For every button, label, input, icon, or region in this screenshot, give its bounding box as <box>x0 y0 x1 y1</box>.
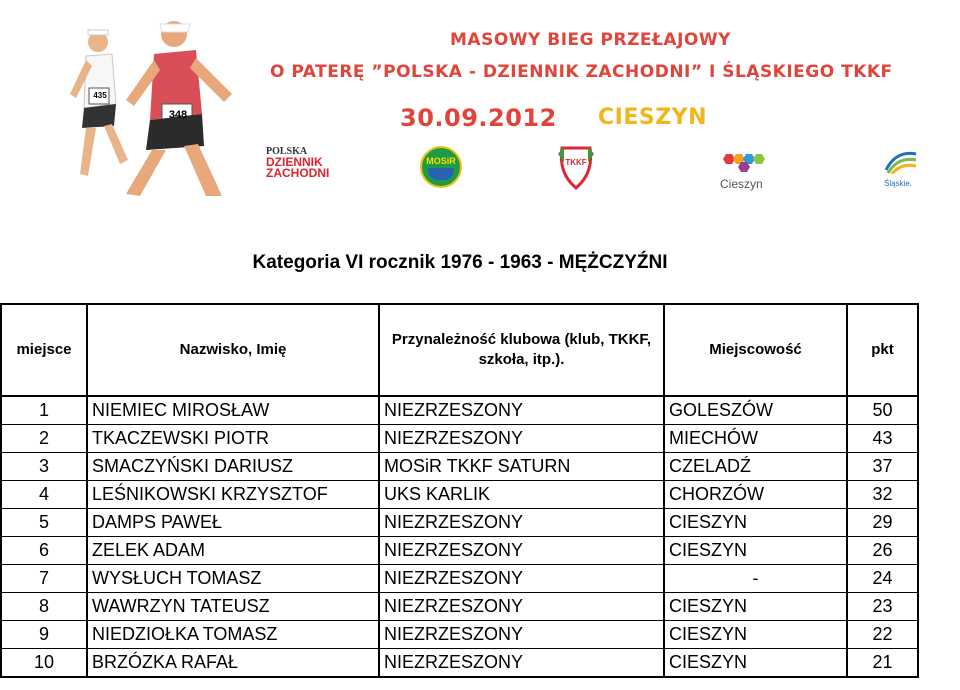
table-row <box>1 621 918 649</box>
cell-city: CIESZYN <box>664 621 847 649</box>
tkkf-emblem-icon <box>556 142 596 192</box>
table-header-row <box>1 304 918 396</box>
event-banner <box>56 4 960 196</box>
cell-name: WAWRZYN TATEUSZ <box>87 593 379 621</box>
slaskie-wave-icon <box>884 150 918 174</box>
cell-place: 1 <box>1 396 87 425</box>
mosir-logo-wave <box>428 168 454 180</box>
cell-points: 43 <box>847 425 918 453</box>
cell-name: WYSŁUCH TOMASZ <box>87 565 379 593</box>
runner-bib-back: 435 <box>93 91 107 100</box>
cell-place: 2 <box>1 425 87 453</box>
cell-place: 6 <box>1 537 87 565</box>
cell-place: 9 <box>1 621 87 649</box>
cell-name: SMACZYŃSKI DARIUSZ <box>87 453 379 481</box>
slaskie-logo <box>884 150 940 188</box>
cieszyn-logo <box>720 152 780 191</box>
cell-points: 26 <box>847 537 918 565</box>
cieszyn-hexagons-icon <box>720 152 768 172</box>
cell-name: TKACZEWSKI PIOTR <box>87 425 379 453</box>
cell-city: CHORZÓW <box>664 481 847 509</box>
cell-place: 3 <box>1 453 87 481</box>
table-row <box>1 537 918 565</box>
cell-club: NIEZRZESZONY <box>379 593 664 621</box>
polska-logo-line2: DZIENNIK <box>266 155 323 169</box>
event-city: CIESZYN <box>598 105 707 130</box>
table-row <box>1 649 918 678</box>
cell-city: CIESZYN <box>664 593 847 621</box>
header-name: Nazwisko, Imię <box>87 304 379 396</box>
tkkf-logo <box>556 142 596 192</box>
cell-name: LEŚNIKOWSKI KRZYSZTOF <box>87 481 379 509</box>
cell-points: 22 <box>847 621 918 649</box>
cell-place: 4 <box>1 481 87 509</box>
header-city: Miejscowość <box>664 304 847 396</box>
mosir-logo-text: MOSiR <box>426 156 456 166</box>
cell-city: MIECHÓW <box>664 425 847 453</box>
tkkf-logo-text: TKKF <box>565 158 587 167</box>
header-place: miejsce <box>1 304 87 396</box>
table-row <box>1 565 918 593</box>
cell-city: CIESZYN <box>664 537 847 565</box>
results-table <box>0 303 919 678</box>
cell-points: 37 <box>847 453 918 481</box>
event-title-line1: MASOWY BIEG PRZEŁAJOWY <box>450 30 731 50</box>
table-row <box>1 593 918 621</box>
table-row <box>1 509 918 537</box>
cell-points: 23 <box>847 593 918 621</box>
event-date: 30.09.2012 <box>400 104 557 132</box>
cieszyn-logo-text: Cieszyn <box>720 177 763 191</box>
runners-illustration <box>56 4 256 196</box>
slaskie-logo-text: Śląskie. <box>884 179 913 188</box>
polska-dziennik-zachodni-logo <box>266 146 342 179</box>
category-heading: Kategoria VI rocznik 1976 - 1963 - MĘŻCZYŹNI <box>252 252 668 273</box>
cell-city: CIESZYN <box>664 649 847 678</box>
table-row <box>1 396 918 425</box>
cell-name: BRZÓZKA RAFAŁ <box>87 649 379 678</box>
polska-logo-line1: POLSKA <box>266 146 308 157</box>
runner-bib-front: 348 <box>168 109 188 121</box>
polska-logo-line3: ZACHODNI <box>266 166 330 180</box>
header-club: Przynależność klubowa (klub, TKKF, szkoła, itp.). <box>379 304 664 396</box>
cell-points: 21 <box>847 649 918 678</box>
cell-city: CZELADŹ <box>664 453 847 481</box>
cell-points: 24 <box>847 565 918 593</box>
cell-place: 10 <box>1 649 87 678</box>
cell-name: NIEMIEC MIROSŁAW <box>87 396 379 425</box>
cell-points: 32 <box>847 481 918 509</box>
cell-city: GOLESZÓW <box>664 396 847 425</box>
mosir-logo <box>420 146 462 188</box>
cell-points: 29 <box>847 509 918 537</box>
table-row <box>1 481 918 509</box>
cell-club: NIEZRZESZONY <box>379 537 664 565</box>
cell-city: - <box>664 565 847 593</box>
cell-club: NIEZRZESZONY <box>379 509 664 537</box>
cell-club: NIEZRZESZONY <box>379 621 664 649</box>
event-title-line2: O PATERĘ ”POLSKA - DZIENNIK ZACHODNI” I ŚLĄSKIEGO TKKF <box>270 62 893 82</box>
cell-name: ZELEK ADAM <box>87 537 379 565</box>
cell-points: 50 <box>847 396 918 425</box>
cell-place: 7 <box>1 565 87 593</box>
cell-name: NIEDZIOŁKA TOMASZ <box>87 621 379 649</box>
cell-club: NIEZRZESZONY <box>379 396 664 425</box>
cell-club: MOSiR TKKF SATURN <box>379 453 664 481</box>
cell-club: NIEZRZESZONY <box>379 425 664 453</box>
header-points: pkt <box>847 304 918 396</box>
cell-name: DAMPS PAWEŁ <box>87 509 379 537</box>
cell-club: UKS KARLIK <box>379 481 664 509</box>
cell-place: 8 <box>1 593 87 621</box>
table-row <box>1 453 918 481</box>
table-row <box>1 425 918 453</box>
cell-city: CIESZYN <box>664 509 847 537</box>
cell-club: NIEZRZESZONY <box>379 649 664 678</box>
cell-place: 5 <box>1 509 87 537</box>
cell-club: NIEZRZESZONY <box>379 565 664 593</box>
